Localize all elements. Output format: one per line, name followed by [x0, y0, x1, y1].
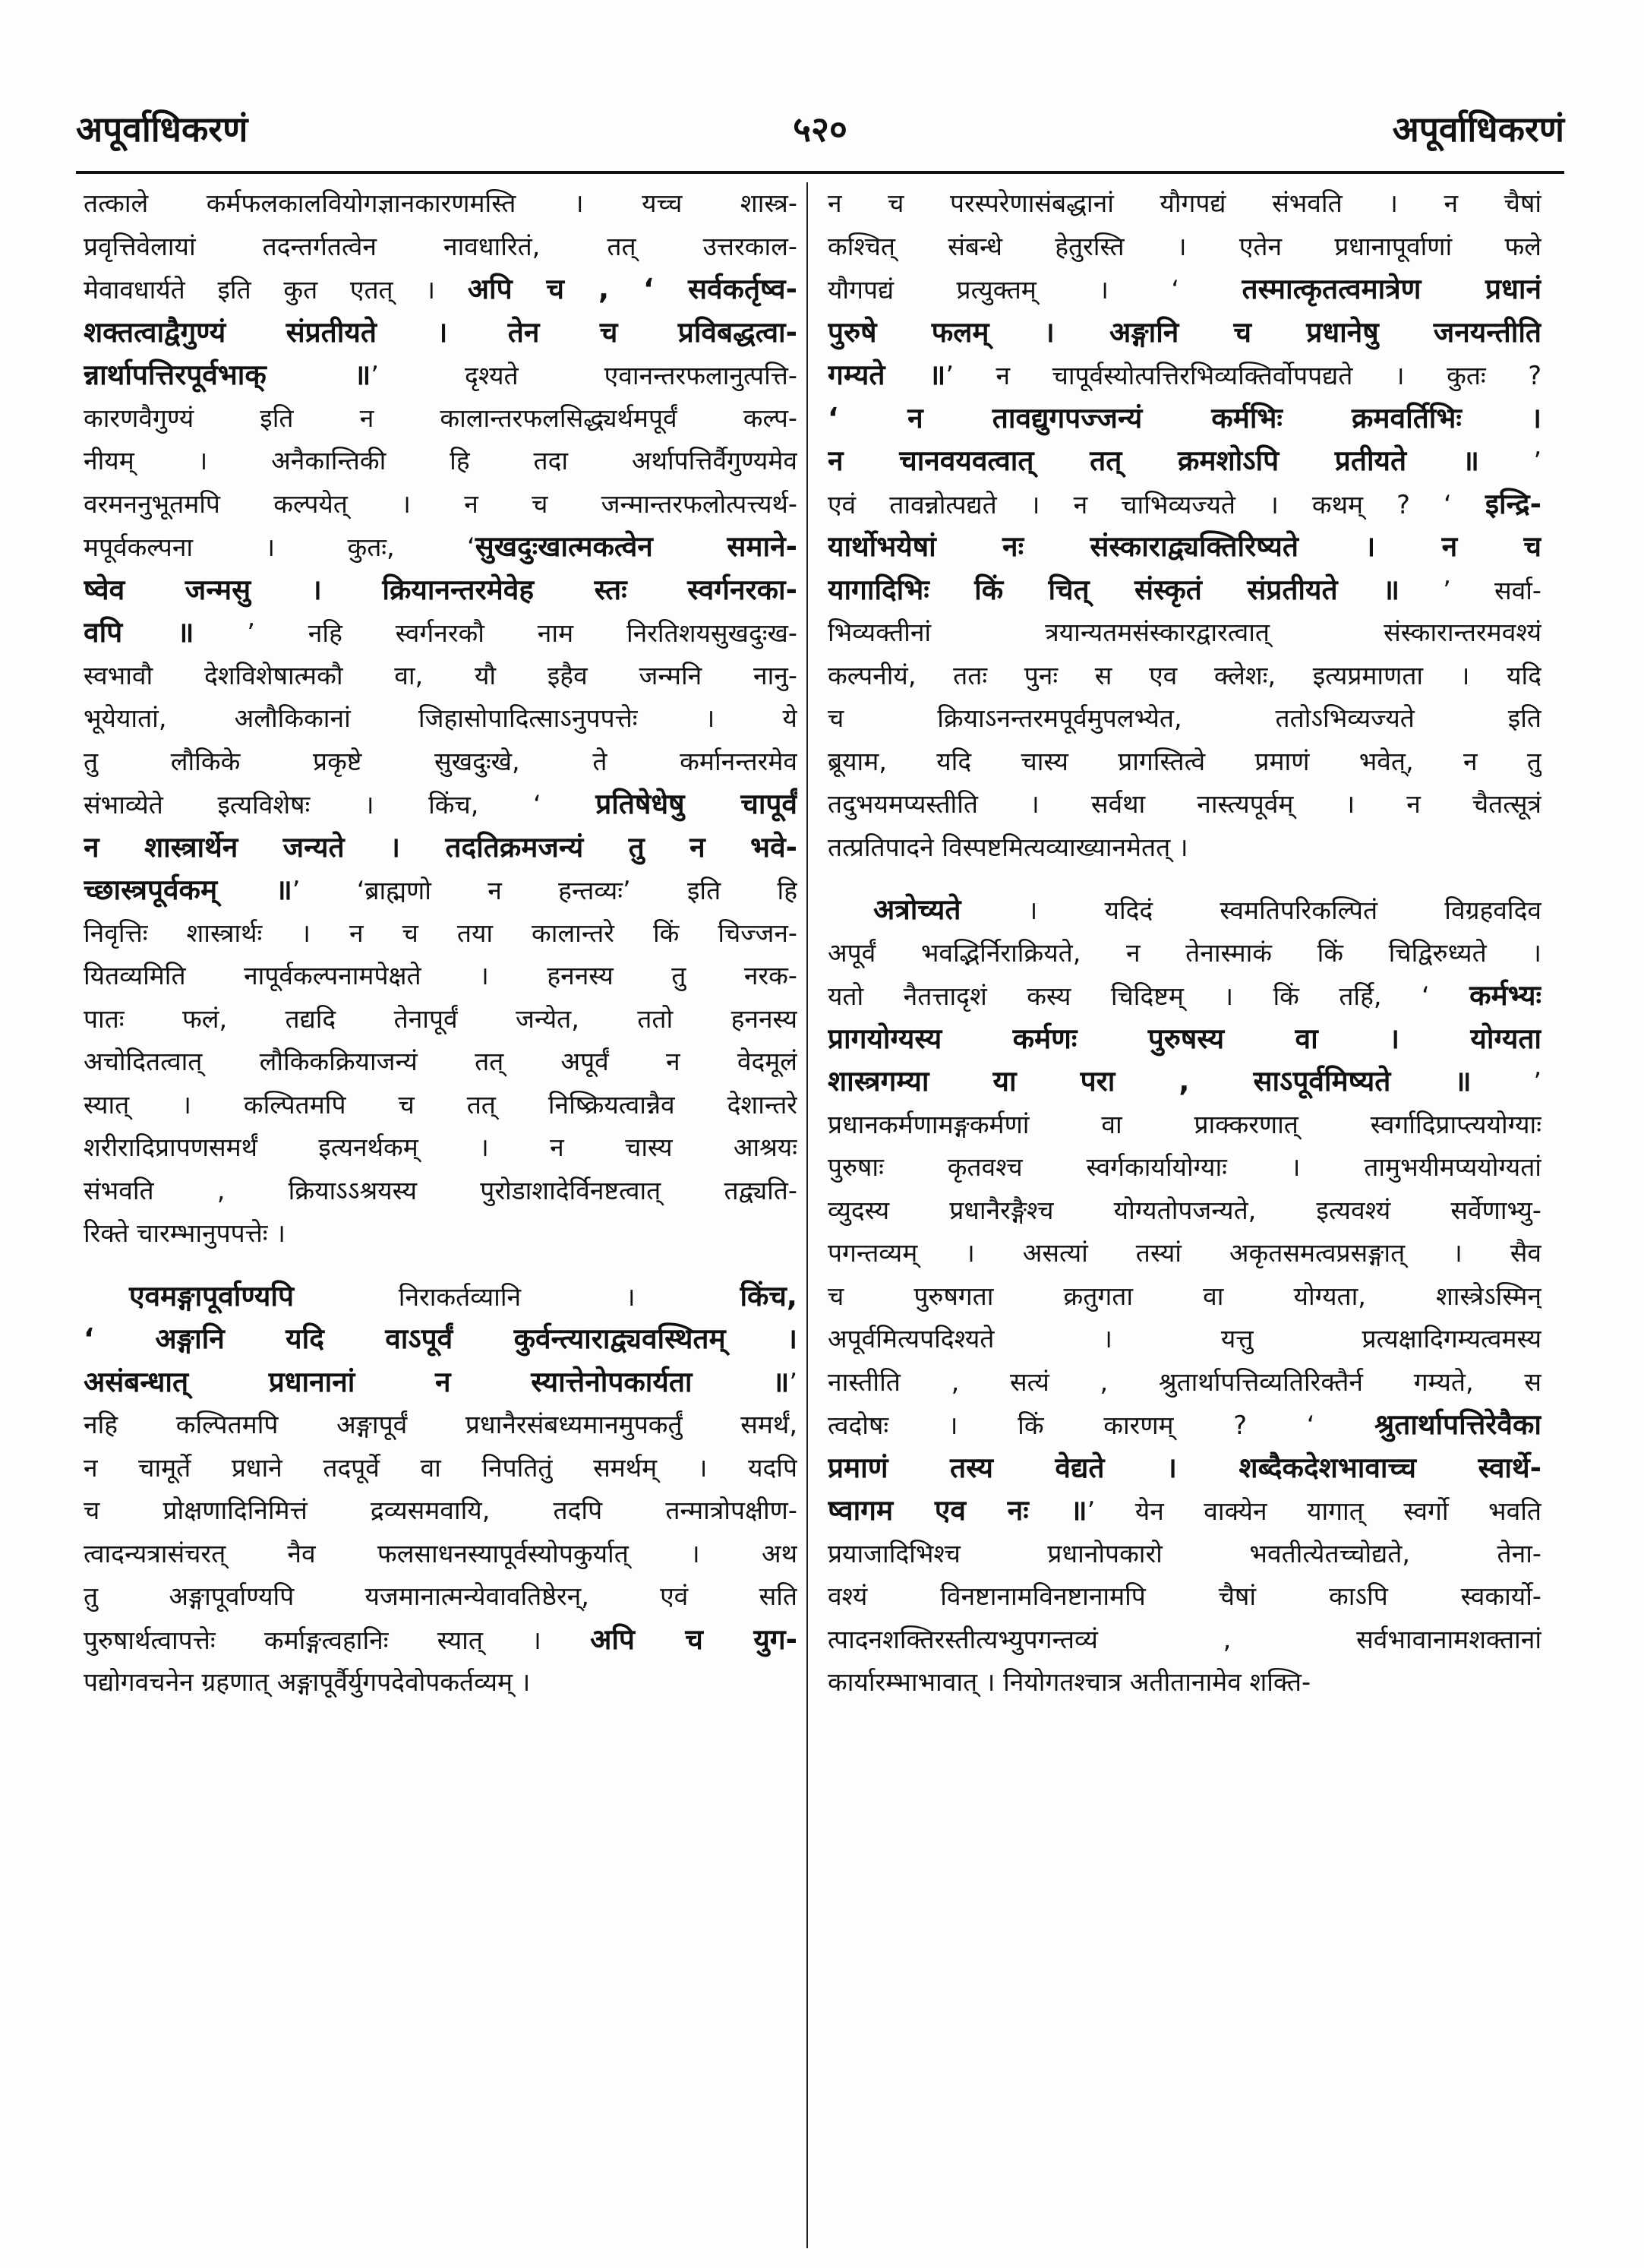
- text-line: [84, 998, 797, 1041]
- text-line: [828, 974, 1541, 1018]
- text-line: [828, 182, 1541, 226]
- text-line: [828, 354, 1541, 397]
- text-line: [828, 397, 1541, 441]
- text-line: [84, 955, 797, 998]
- prose-text: ’: [1478, 447, 1541, 476]
- prose-text: च पुरुषगता क्रतुगता वा योग्यता, शास्त्रेऽस्मिन्: [828, 1281, 1541, 1311]
- prose-text: निराकर्तव्यानि ।: [293, 1281, 740, 1312]
- prose-text: प्रयाजादिभिश्च प्रधानोपकारो भवतीत्येतच्चोद्यते, तेना-: [828, 1538, 1541, 1568]
- prose-text: यितव्यमिति नापूर्वकल्पनामपेक्षते । हननस्य तु नरक-: [84, 961, 797, 990]
- text-line: [84, 741, 797, 784]
- text-line: [828, 483, 1541, 526]
- prose-text: संभाव्येते इत्यविशेषः । किंच, ‘: [84, 790, 596, 820]
- paragraph: [828, 182, 1541, 869]
- left-column: [84, 182, 797, 2233]
- prose-text: ’ दृश्यते एवानन्तरफलानुत्पत्ति-: [371, 361, 797, 390]
- prose-text: अचोदितत्वात् लौकिकक्रियाजन्यं तत् अपूर्वं न वेदमूलं: [84, 1047, 797, 1076]
- prose-text: प्रधानकर्मणामङ्गकर्मणां वा प्राक्करणात् स्वर्गादिप्राप्त्ययोग्याः: [828, 1109, 1541, 1139]
- verse-text: अत्रोच्यते: [873, 893, 961, 926]
- text-line: [84, 1447, 797, 1490]
- text-line: [84, 1318, 797, 1361]
- text-line: [84, 697, 797, 741]
- prose-text: वरमननुभूतमपि कल्पयेत् । न च जन्मान्तरफलोत्पत्त्यर्थ-: [84, 488, 797, 519]
- verse-text: यार्थोभयेषां नः संस्काराद्व्यक्तिरिष्यते । न च: [828, 530, 1541, 563]
- text-line: [828, 268, 1541, 311]
- verse-text: अपि च , ‘ सर्वकर्तृष्व-: [467, 273, 797, 305]
- text-line: [828, 1318, 1541, 1361]
- prose-text: भूयेयातां, अलौकिकानां जिहासोपादित्साऽनुपपत्तेः । ये: [84, 703, 797, 733]
- prose-text: पुरुषाः कृतवश्च स्वर्गकार्यायोग्याः । तामुभयीमप्ययोग्यतां: [828, 1152, 1541, 1182]
- prose-text: त्वादन्यत्रासंचरत् नैव फलसाधनस्यापूर्वस्योपकुर्यात् । अथ: [84, 1538, 797, 1568]
- verse-text: ‘ न तावद्युगपज्जन्यं कर्मभिः क्रमवर्तिभिः ।: [828, 401, 1541, 434]
- text-line: [84, 1361, 797, 1404]
- text-line: [828, 1533, 1541, 1576]
- text-line: [828, 889, 1541, 932]
- prose-text: तत्प्रतिपादने विस्पष्टमित्यव्याख्यानमेतत् ।: [828, 832, 1188, 862]
- header-left-title: अपूर्वाधिकरणं: [76, 109, 248, 150]
- verse-text: ष्वागम एव नः ॥: [828, 1494, 1087, 1527]
- prose-text: ब्रूयाम, यदि चास्य प्रागस्तित्वे प्रमाणं भवेत्, न तु: [828, 746, 1541, 776]
- text-line: [828, 1661, 1541, 1704]
- prose-text: न च परस्परेणासंबद्धानां यौगपद्यं संभवति । न चैषां: [828, 188, 1541, 218]
- header-rule: [76, 171, 1564, 174]
- text-line: [84, 783, 797, 826]
- verse-text: कर्मभ्यः: [1469, 979, 1541, 1012]
- prose-text: यौगपद्यं प्रत्युक्तम् । ‘: [828, 275, 1242, 305]
- verse-text: प्रागयोग्यस्य कर्मणः पुरुषस्य वा । योग्यता: [828, 1022, 1541, 1055]
- text-line: [84, 354, 797, 397]
- prose-text: कश्चित् संबन्धे हेतुरस्ति । एतेन प्रधानापूर्वाणां फले: [828, 231, 1541, 261]
- prose-text: त्वदोषः । किं कारणम् ? ‘: [828, 1410, 1375, 1440]
- text-line: [828, 655, 1541, 698]
- verse-text: असंबन्धात् प्रधानानां न स्यात्तेनोपकार्यता ॥: [84, 1365, 790, 1398]
- verse-text: यागादिभिः किं चित् संस्कृतं संप्रतीयते ॥: [828, 573, 1400, 606]
- text-line: [828, 1275, 1541, 1319]
- text-line: [84, 869, 797, 912]
- text-line: [828, 1447, 1541, 1490]
- verse-text: इन्द्रि-: [1485, 487, 1541, 520]
- text-line: [828, 826, 1541, 870]
- right-column: [828, 182, 1541, 2233]
- text-line: [828, 1619, 1541, 1662]
- prose-text: स्यात् । कल्पितमपि च तत् निष्क्रियत्वान्नैव देशान्तरे: [84, 1089, 797, 1120]
- verse-text: शक्तत्वाद्वैगुण्यं संप्रतीयते । तेन च प्रविबद्धत्वा-: [84, 315, 797, 349]
- prose-text: स्वभावौ देशविशेषात्मकौ वा, यौ इहैव जन्मनि नानु-: [84, 660, 797, 690]
- text-line: [828, 611, 1541, 655]
- text-line: [84, 1404, 797, 1447]
- text-line: [84, 1533, 797, 1576]
- prose-text: पुरुषार्थत्वापत्तेः कर्माङ्गत्वहानिः स्यात् ।: [84, 1625, 591, 1655]
- text-line: [828, 741, 1541, 784]
- verse-text: पुरुषे फलम् । अङ्गानि च प्रधानेषु जनयन्तीति: [828, 315, 1541, 349]
- text-line: [84, 826, 797, 870]
- text-line: [828, 526, 1541, 569]
- text-line: [828, 1361, 1541, 1404]
- text-line: [84, 655, 797, 698]
- prose-text: च क्रियाऽनन्तरमपूर्वमुपलभ्येत, ततोऽभिव्यज्यते इति: [828, 703, 1541, 733]
- verse-text: एवमङ्गापूर्वाण्यपि: [129, 1279, 294, 1312]
- text-line: [84, 268, 797, 311]
- text-line: [84, 912, 797, 956]
- text-line: [828, 1104, 1541, 1147]
- text-line: [84, 1041, 797, 1084]
- prose-text: तु लौकिके प्रकृष्टे सुखदुःखे, ते कर्मानन्तरमेव: [84, 746, 797, 776]
- prose-text: ’ येन वाक्येन यागात् स्वर्गो भवति: [1087, 1496, 1541, 1526]
- prose-text: पगन्तव्यम् । असत्यां तस्यां अकृतसमत्वप्रसङ्गात् । सैव: [828, 1238, 1541, 1268]
- verse-text: किंच,: [740, 1279, 797, 1312]
- verse-text: न चानवयवत्वात् तत् क्रमशोऽपि प्रतीयते ॥: [828, 444, 1479, 477]
- prose-text: अपूर्वं भवद्भिर्निराक्रियते, न तेनास्माकं किं चिद्विरुध्यते ।: [828, 937, 1541, 968]
- text-line: [84, 1126, 797, 1170]
- verse-text: तस्मात्कृतत्वमात्रेण प्रधानं: [1242, 273, 1541, 305]
- prose-text: संभवति , क्रियाऽऽश्रयस्य पुरोडाशादेर्विनष्टत्वात् तद्व्यति-: [84, 1175, 797, 1205]
- text-line: [828, 783, 1541, 826]
- prose-text: अपूर्वमित्यपदिश्यते । यत्तु प्रत्यक्षादिगम्यत्वमस्य: [828, 1324, 1541, 1354]
- text-line: [828, 1146, 1541, 1189]
- text-line: [828, 440, 1541, 483]
- prose-text: यतो नैतत्तादृशं कस्य चिदिष्टम् । किं तर्हि, ‘: [828, 981, 1470, 1011]
- prose-text: कारणवैगुण्यं इति न कालान्तरफलसिद्ध्यर्थमपूर्वं कल्प-: [84, 403, 797, 433]
- text-line: [84, 182, 797, 226]
- verse-text: न्नार्थापत्तिरपूर्वभाक् ॥: [84, 359, 371, 391]
- text-line: [84, 1170, 797, 1213]
- text-line: [84, 1661, 797, 1704]
- verse-text: सुखदुःखात्मकत्वेन समाने-: [475, 530, 797, 563]
- prose-text: त्पादनशक्तिरस्तीत्यभ्युपगन्तव्यं , सर्वभावानामशक्तानां: [828, 1624, 1541, 1654]
- text-line: [84, 440, 797, 483]
- prose-text: तदुभयमप्यस्तीति । सर्वथा नास्त्यपूर्वम् । न चैतत्सूत्रं: [828, 789, 1541, 819]
- verse-text: श्रुतार्थापत्तिरेवैका: [1374, 1408, 1541, 1441]
- prose-text: नहि कल्पितमपि अङ्गापूर्वं प्रधानैरसंबध्यमानमुपकर्तुं समर्थं,: [84, 1410, 797, 1439]
- prose-text: तत्काले कर्मफलकालवियोगज्ञानकारणमस्ति । यच्च शास्त्र-: [84, 188, 797, 218]
- prose-text: कल्पनीयं, ततः पुनः स एव क्लेशः, इत्यप्रमाणता । यदि: [828, 660, 1541, 690]
- prose-text: च प्रोक्षणादिनिमित्तं द्रव्यसमवायि, तदपि तन्मात्रोपक्षीण-: [84, 1496, 797, 1525]
- text-line: [828, 1232, 1541, 1275]
- text-line: [84, 311, 797, 355]
- prose-text: नास्तीति , सत्यं , श्रुतार्थापत्तिव्यतिरिक्तैर्न गम्यते, स: [828, 1366, 1541, 1397]
- paragraph: [84, 1275, 797, 1704]
- prose-text: ’ नहि स्वर्गनरकौ नाम निरतिशयसुखदुःख-: [194, 618, 797, 648]
- prose-text: कार्यारम्भाभावात् । नियोगतश्चात्र अतीतानामेव शक्ति-: [828, 1667, 1311, 1697]
- text-line: [84, 526, 797, 569]
- verse-text: वपि ॥: [84, 616, 194, 649]
- prose-text: ’: [1471, 1067, 1541, 1097]
- text-line: [84, 569, 797, 612]
- text-line: [84, 1275, 797, 1319]
- page-number: ५२०: [793, 109, 847, 150]
- text-line: [828, 1189, 1541, 1233]
- text-line: [84, 226, 797, 269]
- text-line: [828, 226, 1541, 269]
- running-header: [76, 91, 1564, 167]
- verse-text: च्छास्त्रपूर्वकम् ॥: [84, 873, 292, 906]
- text-line: [828, 1575, 1541, 1619]
- prose-text: शरीरादिप्रापणसमर्थं इत्यनर्थकम् । न चास्य आश्रयः: [84, 1132, 797, 1162]
- prose-text: भिव्यक्तीनां त्रयान्यतमसंस्कारद्वारत्वात् संस्कारान्तरमवश्यं: [828, 618, 1541, 647]
- prose-text: पद्योगवचनेन ग्रहणात् अङ्गापूर्वैर्युगपदेवोपकर्तव्यम् ।: [84, 1667, 531, 1697]
- prose-text: नीयम् । अनैकान्तिकी हि तदा अर्थापत्तिर्वैगुण्यमेव: [84, 446, 797, 475]
- text-line: [84, 1212, 797, 1256]
- prose-text: एवं तावन्नोत्पद्यते । न चाभिव्यज्यते । कथम् ? ‘: [828, 489, 1485, 520]
- text-line: [828, 311, 1541, 355]
- prose-text: प्रवृत्तिवेलायां तदन्तर्गतत्वेन नावधारितं, तत् उत्तरकाल-: [84, 231, 797, 261]
- text-line: [828, 932, 1541, 975]
- text-line: [84, 611, 797, 655]
- column-divider: [806, 182, 808, 2248]
- text-line: [84, 1619, 797, 1662]
- paragraph: [828, 889, 1541, 1704]
- prose-text: ’ ‘ब्राह्मणो न हन्तव्यः’ इति हि: [292, 876, 797, 905]
- text-line: [828, 1489, 1541, 1533]
- prose-text: तु अङ्गापूर्वाण्यपि यजमानात्मन्येवावतिष्ठेरन्, एवं सति: [84, 1581, 797, 1611]
- verse-text: अपि च युग-: [590, 1622, 797, 1656]
- text-line: [828, 569, 1541, 612]
- text-line: [84, 483, 797, 526]
- verse-text: प्रमाणं तस्य वेद्यते । शब्दैकदेशभावाच्च स्वार्थे-: [828, 1451, 1541, 1484]
- prose-text: निवृत्तिः शास्त्रार्थः । न च तया कालान्तरे किं चिज्जन-: [84, 918, 797, 948]
- text-line: [84, 1084, 797, 1127]
- prose-text: रिक्ते चारम्भानुपपत्तेः ।: [84, 1218, 286, 1248]
- text-line: [84, 397, 797, 441]
- prose-text: ’: [789, 1367, 797, 1398]
- prose-text: पातः फलं, तद्यदि तेनापूर्वं जन्येत, ततो हननस्य: [84, 1003, 797, 1034]
- text-line: [828, 1060, 1541, 1104]
- prose-text: मपूर्वकल्पना । कुतः, ‘: [84, 532, 475, 562]
- prose-text: । यदिदं स्वमतिपरिकल्पितं विग्रहवदिव: [961, 896, 1541, 925]
- verse-text: गम्यते ॥: [828, 359, 946, 391]
- prose-text: न चामूर्ते प्रधाने तदपूर्वे वा निपतितुं समर्थम् । यदपि: [84, 1452, 797, 1483]
- prose-text: ’ सर्वा-: [1399, 575, 1541, 605]
- prose-text: व्युदस्य प्रधानैरङ्गैश्च योग्यतोपजन्यते, इत्यवश्यं सर्वेणाभ्यु-: [828, 1195, 1541, 1225]
- prose-text: ’ न चापूर्वस्योत्पत्तिरभिव्यक्तिर्वोपपद्यते । कुतः ?: [945, 361, 1541, 390]
- verse-text: ‘ अङ्गानि यदि वाऽपूर्वं कुर्वन्त्याराद्व्यवस्थितम् ।: [84, 1322, 797, 1355]
- verse-text: ष्वेव जन्मसु । क्रियानन्तरमेवेह स्तः स्वर्गनरका-: [84, 573, 797, 606]
- text-line: [84, 1575, 797, 1619]
- verse-text: शास्त्रगम्या या परा , साऽपूर्वमिष्यते ॥: [828, 1065, 1472, 1098]
- text-line: [84, 1489, 797, 1533]
- header-right-title: अपूर्वाधिकरणं: [1392, 109, 1564, 150]
- text-line: [828, 1404, 1541, 1447]
- text-line: [828, 1018, 1541, 1061]
- prose-text: मेवावधार्यते इति कुत एतत् ।: [84, 275, 468, 305]
- prose-text: वश्यं विनष्टानामविनष्टानामपि चैषां काऽपि स्वकार्यो-: [828, 1581, 1541, 1611]
- text-line: [828, 697, 1541, 741]
- verse-text: प्रतिषेधेषु चापूर्वं: [595, 788, 797, 820]
- verse-text: न शास्त्रार्थेन जन्यते । तदतिक्रमजन्यं तु न भवे-: [84, 830, 797, 864]
- paragraph: [84, 182, 797, 1256]
